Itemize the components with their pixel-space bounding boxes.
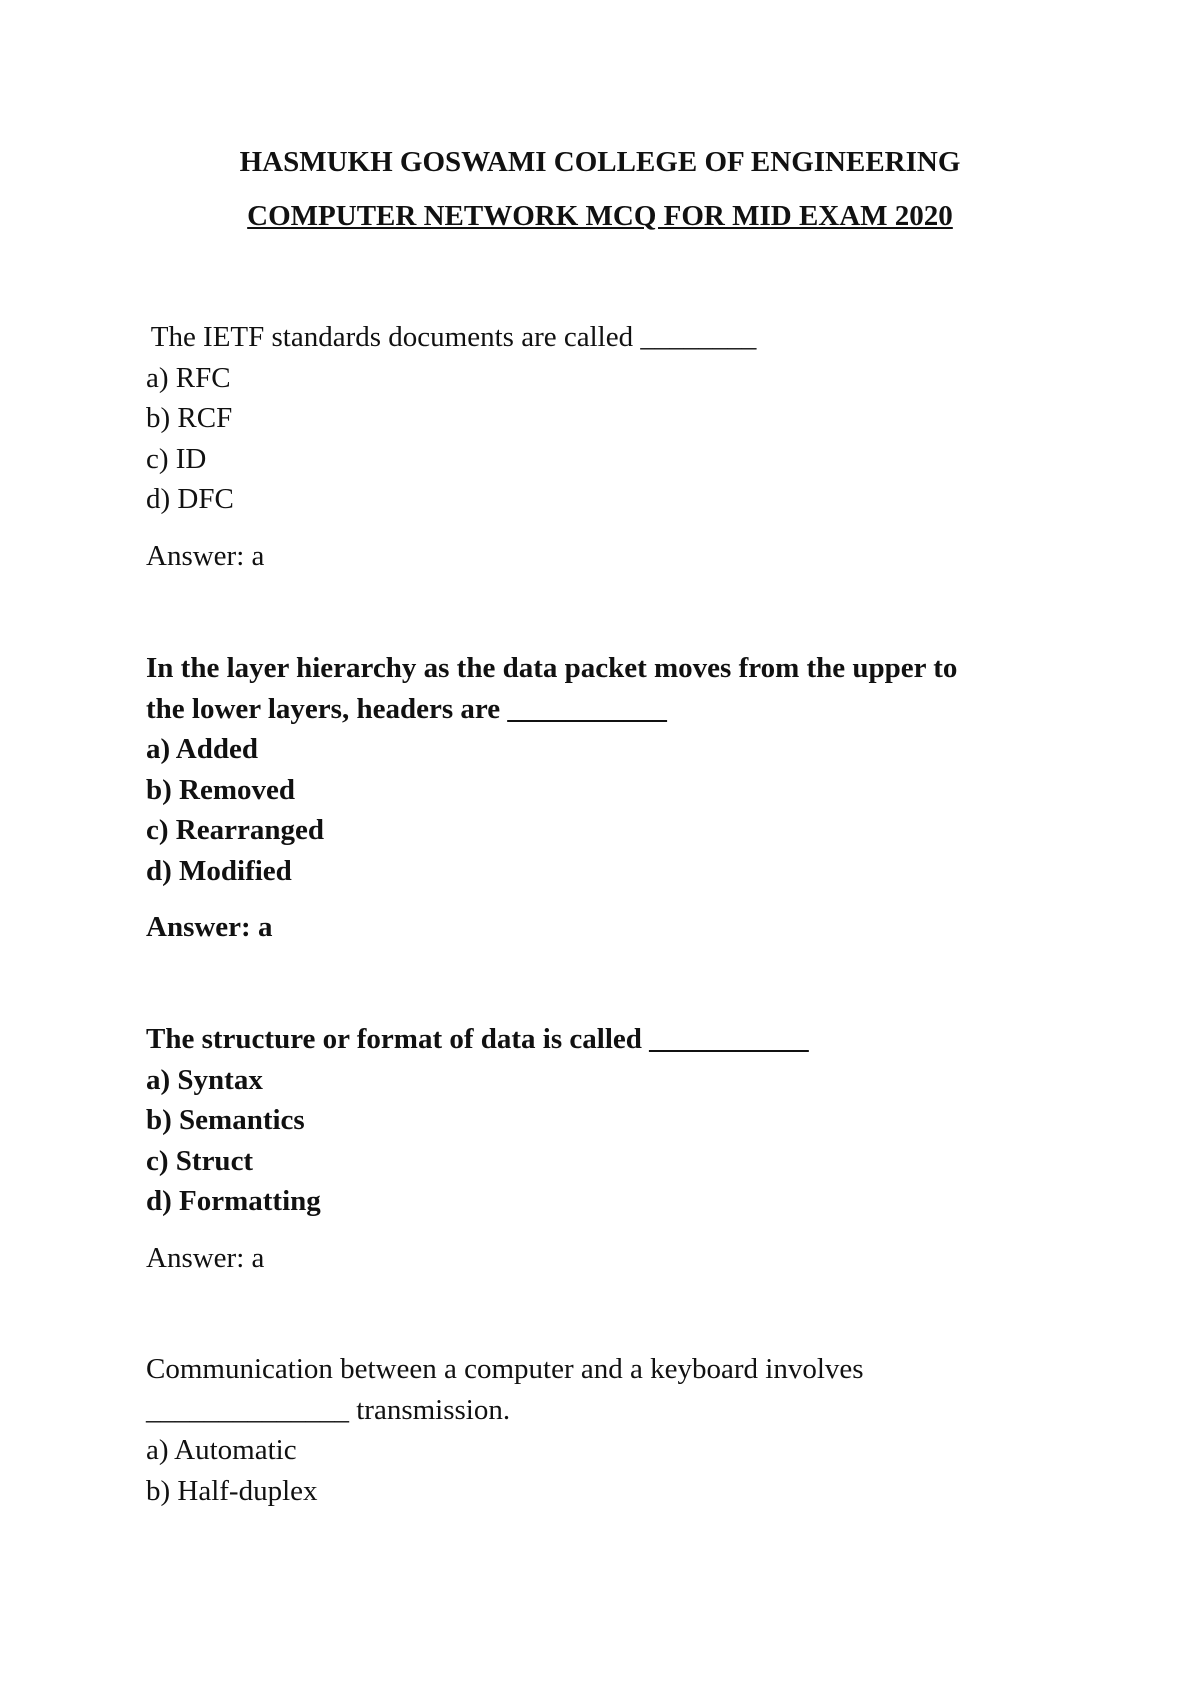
option-a: a) Syntax bbox=[146, 1063, 263, 1096]
question-3 bbox=[146, 1019, 1086, 1278]
question-1 bbox=[146, 317, 1086, 576]
option-b: b) Half-duplex bbox=[146, 1474, 318, 1507]
option-b: b) RCF bbox=[146, 402, 233, 434]
question-text: The structure or format of data is called ___________ bbox=[146, 1023, 809, 1055]
question-text-line-1: Communication between a computer and a keyboard involves bbox=[146, 1353, 864, 1385]
option-b: b) Semantics bbox=[146, 1104, 305, 1136]
option-d: d) Formatting bbox=[146, 1185, 321, 1217]
question-2 bbox=[146, 648, 1086, 948]
answer: Answer: a bbox=[146, 1241, 265, 1274]
question-text-line-2: ______________ transmission. bbox=[146, 1393, 511, 1426]
option-d: d) Modified bbox=[146, 854, 292, 887]
option-b: b) Removed bbox=[146, 773, 296, 806]
option-a: a) Automatic bbox=[146, 1434, 297, 1466]
option-a: a) RFC bbox=[146, 361, 231, 394]
question-text-line-2: the lower layers, headers are ___________ bbox=[146, 692, 667, 725]
option-a: a) Added bbox=[146, 733, 259, 765]
option-c: c) Rearranged bbox=[146, 814, 324, 846]
question-4 bbox=[146, 1349, 1086, 1511]
answer: Answer: a bbox=[146, 911, 273, 943]
option-d: d) DFC bbox=[146, 483, 234, 515]
college-name: HASMUKH GOSWAMI COLLEGE OF ENGINEERING bbox=[239, 146, 961, 178]
question-text: The IETF standards documents are called ________ bbox=[144, 321, 757, 353]
exam-title: COMPUTER NETWORK MCQ FOR MID EXAM 2020 bbox=[247, 200, 953, 232]
option-c: c) ID bbox=[146, 442, 207, 475]
question-text-line-1: In the layer hierarchy as the data packet moves from the upper to bbox=[146, 652, 958, 684]
answer: Answer: a bbox=[146, 539, 265, 572]
option-c: c) Struct bbox=[146, 1144, 254, 1177]
